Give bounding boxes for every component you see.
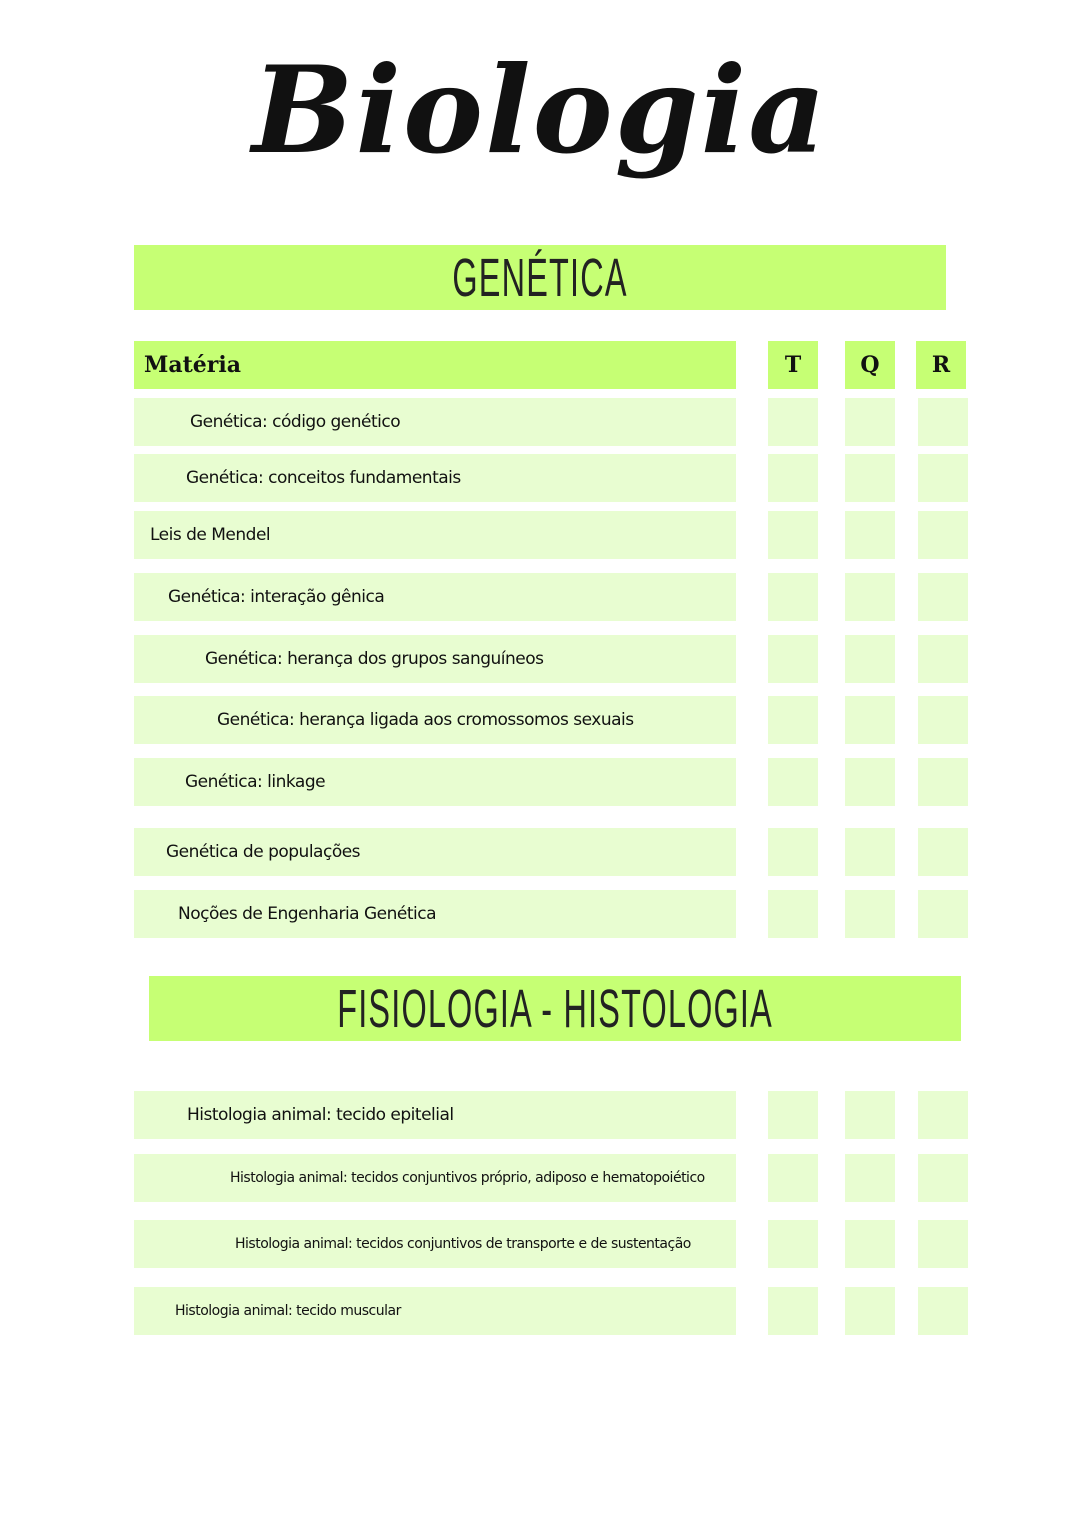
- subject-row: [134, 573, 736, 621]
- subject-label: Histologia animal: tecido epitelial: [187, 1105, 454, 1125]
- subject-row: [134, 828, 736, 876]
- checkbox-q[interactable]: [845, 1154, 895, 1202]
- checkbox-r[interactable]: [918, 1154, 968, 1202]
- checkbox-t[interactable]: [768, 573, 818, 621]
- checkbox-q[interactable]: [845, 1091, 895, 1139]
- subject-label: Leis de Mendel: [150, 525, 271, 545]
- checkbox-q[interactable]: [845, 1220, 895, 1268]
- subject-row: [134, 635, 736, 683]
- subject-row: [134, 1287, 736, 1335]
- subject-row: [134, 1220, 736, 1268]
- checkbox-t[interactable]: [768, 890, 818, 938]
- checkbox-t[interactable]: [768, 1220, 818, 1268]
- checkbox-q[interactable]: [845, 398, 895, 446]
- subject-row: [134, 890, 736, 938]
- header-materia: Matéria: [134, 341, 736, 389]
- checkbox-r[interactable]: [918, 696, 968, 744]
- checkbox-q[interactable]: [845, 1287, 895, 1335]
- checkbox-r[interactable]: [918, 1287, 968, 1335]
- checkbox-r[interactable]: [918, 573, 968, 621]
- checkbox-q[interactable]: [845, 828, 895, 876]
- checkbox-t[interactable]: [768, 635, 818, 683]
- header-t: T: [768, 341, 818, 389]
- subject-row: [134, 398, 736, 446]
- checkbox-t[interactable]: [768, 1091, 818, 1139]
- checkbox-r[interactable]: [918, 890, 968, 938]
- subject-row: [134, 454, 736, 502]
- checkbox-r[interactable]: [918, 635, 968, 683]
- subject-row: [134, 696, 736, 744]
- checkbox-t[interactable]: [768, 511, 818, 559]
- checkbox-t[interactable]: [768, 758, 818, 806]
- checkbox-r[interactable]: [918, 511, 968, 559]
- checkbox-r[interactable]: [918, 1091, 968, 1139]
- subject-label: Noções de Engenharia Genética: [178, 904, 437, 924]
- checkbox-q[interactable]: [845, 635, 895, 683]
- header-r: R: [916, 341, 966, 389]
- subject-label: Genética: linkage: [185, 772, 326, 792]
- subject-row: [134, 1091, 736, 1139]
- checkbox-q[interactable]: [845, 696, 895, 744]
- header-q: Q: [845, 341, 895, 389]
- checkbox-t[interactable]: [768, 696, 818, 744]
- checkbox-t[interactable]: [768, 454, 818, 502]
- subject-row: [134, 1154, 736, 1202]
- subject-label: Genética: interação gênica: [168, 587, 385, 607]
- checkbox-q[interactable]: [845, 454, 895, 502]
- subject-label: Histologia animal: tecido muscular: [175, 1303, 401, 1319]
- checkbox-r[interactable]: [918, 398, 968, 446]
- subject-row: [134, 758, 736, 806]
- checkbox-q[interactable]: [845, 573, 895, 621]
- checkbox-t[interactable]: [768, 828, 818, 876]
- checkbox-t[interactable]: [768, 1287, 818, 1335]
- checkbox-t[interactable]: [768, 398, 818, 446]
- checkbox-r[interactable]: [918, 454, 968, 502]
- subject-label: Genética: herança dos grupos sanguíneos: [205, 649, 544, 669]
- subject-label: Genética: conceitos fundamentais: [186, 468, 461, 488]
- checkbox-q[interactable]: [845, 758, 895, 806]
- subject-row: [134, 511, 736, 559]
- checkbox-q[interactable]: [845, 890, 895, 938]
- section-heading-fisiologia-histologia: FISIOLOGIA - HISTOLOGIA: [149, 976, 961, 1041]
- checkbox-r[interactable]: [918, 1220, 968, 1268]
- subject-label: Genética: código genético: [190, 412, 401, 432]
- page-title: Biologia: [252, 40, 828, 181]
- subject-label: Genética de populações: [166, 842, 361, 862]
- subject-label: Histologia animal: tecidos conjuntivos próprio, adiposo e hematopoiético: [230, 1170, 705, 1186]
- checkbox-q[interactable]: [845, 511, 895, 559]
- checkbox-t[interactable]: [768, 1154, 818, 1202]
- subject-label: Genética: herança ligada aos cromossomos sexuais: [217, 710, 634, 730]
- checkbox-r[interactable]: [918, 758, 968, 806]
- checkbox-r[interactable]: [918, 828, 968, 876]
- section-heading-genetica: GENÉTICA: [134, 245, 946, 310]
- subject-label: Histologia animal: tecidos conjuntivos de transporte e de sustentação: [235, 1236, 691, 1252]
